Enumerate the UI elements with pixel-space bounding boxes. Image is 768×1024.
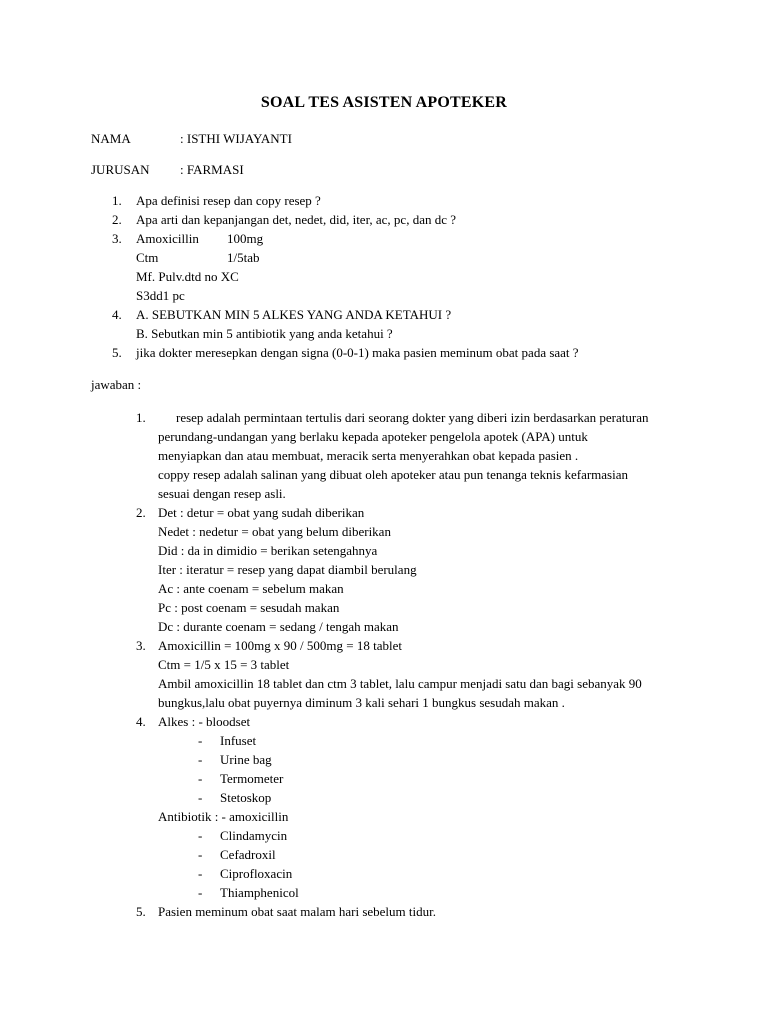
list-dash: - xyxy=(198,790,203,805)
question-4a: A. SEBUTKAN MIN 5 ALKES YANG ANDA KETAHUI ? xyxy=(136,307,452,322)
question-number: 2. xyxy=(112,212,122,227)
nama-value: : ISTHI WIJAYANTI xyxy=(180,131,292,146)
list-dash: - xyxy=(198,771,203,786)
answer-3-line: Ambil amoxicillin 18 tablet dan ctm 3 tablet, lalu campur menjadi satu dan bagi sebanyak 90 xyxy=(158,676,642,691)
alkes-item: Infuset xyxy=(220,733,257,748)
question-5: jika dokter meresepkan dengan signa (0-0-1) maka pasien meminum obat pada saat ? xyxy=(136,345,579,360)
alkes-item: Termometer xyxy=(220,771,284,786)
answer-3-line: bungkus,lalu obat puyernya diminum 3 kali sehari 1 bungkus sesudah makan . xyxy=(158,695,565,710)
nama-label: NAMA xyxy=(91,131,131,146)
abbreviation-definition: Pc : post coenam = sesudah makan xyxy=(158,600,340,615)
answer-1-line: resep adalah permintaan tertulis dari seorang dokter yang diberi izin berdasarkan peraturan xyxy=(176,410,649,425)
list-dash: - xyxy=(198,885,203,900)
answer-number: 5. xyxy=(136,904,146,919)
answer-1-line: perundang-undangan yang berlaku kepada apoteker pengelola apotek (APA) untuk xyxy=(158,429,588,444)
antibiotik-heading: Antibiotik : - amoxicillin xyxy=(158,809,289,824)
jawaban-label: jawaban : xyxy=(91,377,142,392)
question-number: 3. xyxy=(112,231,122,246)
antibiotik-item: Ciprofloxacin xyxy=(220,866,293,881)
abbreviation-definition: Did : da in dimidio = berikan setengahnya xyxy=(158,543,378,558)
list-dash: - xyxy=(198,866,203,881)
antibiotik-item: Clindamycin xyxy=(220,828,288,843)
prescription-signa: S3dd1 pc xyxy=(136,288,185,303)
abbreviation-definition: Dc : durante coenam = sedang / tengah makan xyxy=(158,619,399,634)
abbreviation-definition: Iter : iteratur = resep yang dapat diambil berulang xyxy=(158,562,417,577)
alkes-item: Stetoskop xyxy=(220,790,272,805)
prescription-drug-name: Amoxicillin xyxy=(136,231,199,246)
answer-3-line: Amoxicillin = 100mg x 90 / 500mg = 18 tablet xyxy=(158,638,402,653)
jurusan-value: : FARMASI xyxy=(180,162,244,177)
list-dash: - xyxy=(198,733,203,748)
alkes-item: Urine bag xyxy=(220,752,272,767)
answer-5: Pasien meminum obat saat malam hari sebelum tidur. xyxy=(158,904,436,919)
answer-number: 3. xyxy=(136,638,146,653)
answer-3-line: Ctm = 1/5 x 15 = 3 tablet xyxy=(158,657,290,672)
question-number: 5. xyxy=(112,345,122,360)
question-number: 4. xyxy=(112,307,122,322)
answer-number: 1. xyxy=(136,410,146,425)
jurusan-label: JURUSAN xyxy=(91,162,150,177)
answer-1-line: menyiapkan dan atau membuat, meracik serta menyerahkan obat kepada pasien . xyxy=(158,448,579,463)
list-dash: - xyxy=(198,752,203,767)
answer-1-line: coppy resep adalah salinan yang dibuat oleh apoteker atau pun tenanga teknis kefarmasian xyxy=(158,467,628,482)
page-title: SOAL TES ASISTEN APOTEKER xyxy=(260,94,508,111)
list-dash: - xyxy=(198,828,203,843)
antibiotik-item: Cefadroxil xyxy=(220,847,276,862)
prescription-instruction: Mf. Pulv.dtd no XC xyxy=(136,269,239,284)
question-2: Apa arti dan kepanjangan det, nedet, did, iter, ac, pc, dan dc ? xyxy=(136,212,457,227)
abbreviation-definition: Ac : ante coenam = sebelum makan xyxy=(158,581,344,596)
abbreviation-definition: Det : detur = obat yang sudah diberikan xyxy=(158,505,365,520)
prescription-drug-name: Ctm xyxy=(136,250,159,265)
prescription-drug-dose: 100mg xyxy=(227,231,264,246)
answer-number: 4. xyxy=(136,714,146,729)
alkes-heading: Alkes : - bloodset xyxy=(158,714,251,729)
question-number: 1. xyxy=(112,193,122,208)
answer-number: 2. xyxy=(136,505,146,520)
list-dash: - xyxy=(198,847,203,862)
question-4b: B. Sebutkan min 5 antibiotik yang anda ketahui ? xyxy=(136,326,393,341)
abbreviation-definition: Nedet : nedetur = obat yang belum diberikan xyxy=(158,524,391,539)
antibiotik-item: Thiamphenicol xyxy=(220,885,299,900)
answer-1-line: sesuai dengan resep asli. xyxy=(158,486,286,501)
question-1: Apa definisi resep dan copy resep ? xyxy=(136,193,321,208)
prescription-drug-dose: 1/5tab xyxy=(227,250,260,265)
